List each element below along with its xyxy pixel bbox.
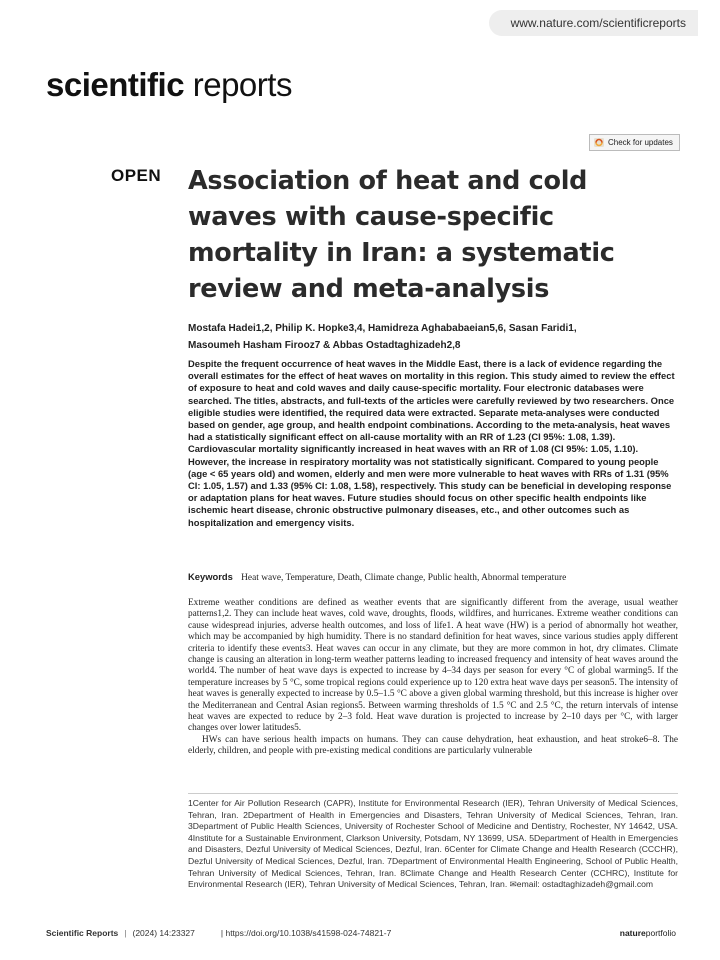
publisher-bold: nature bbox=[619, 928, 646, 938]
footer-journal: Scientific Reports bbox=[46, 928, 119, 938]
introduction bbox=[188, 598, 678, 758]
check-for-updates-button[interactable] bbox=[589, 134, 680, 151]
body-paragraph-1: Extreme weather conditions are defined as weather events that are significantly different from the average, usual weather patterns1,2. They can include heat waves, cold wave, droughts, floods, wildfires, and hurricanes. Extreme weather conditions can cause widespread injuries, adverse health outcomes, and loss of life1. A heat wave (HW) is a period of abnormally hot weather, which may be accompanied by high humidity. There is no standard definition for heat waves, since various studies apply different criteria to identify these events3. Heat waves can occur in any climate, but they are more common in hot, dry climates. Climate change is causing an alteration in long-term weather patterns leading to increased frequency and intensity of heat waves around the world4. The number of heat wave days is expected to increase by 4–34 days per season for every °C of global warming5. If the temperature increases by 5 °C, some tropical regions could experience up to 120 extra heat wave days per season5. The intensity of heat waves is generally expected to increase by 0.5–1.5 °C above a given global warming threshold, but this increase is higher over the Mediterranean and Central Asian regions5. Between warming thresholds of 1.5 °C and 2.5 °C, the return intervals of intense heat waves are expected to reduce by 2–3 fold. Heat wave duration is projected to increase by 2–10 days per °C, with larger changes over lower latitudes5. bbox=[188, 598, 678, 734]
affiliations: 1Center for Air Pollution Research (CAPR), Institute for Environmental Research (IER), Tehran University of Medical Sciences, Tehran, Iran. 2Department of Health in Emergencies and Disasters, Tehran University of Medical Sciences, Tehran, Iran. 3Department of Public Health Sciences, University of Rochester School of Medicine and Dentistry, Rochester, NY 14642, USA. 4Institute for a Sustainable Environment, Clarkson University, Potsdam, NY 13699, USA. 5Department of Health in Emergencies and Disasters, Dezful University of Medical Sciences, Dezful, Iran. 6Center for Climate Change and Health Research (CCCHR), Dezful University of Medical Sciences, Dezful, Iran. 7Department of Environmental Health Engineering, School of Public Health, Tehran University of Medical Sciences, Tehran, Iran. 8Climate Change and Health Research Center (CCHRC), Institute for Environmental Research (IER), Tehran University of Medical Sciences, Tehran, Iran. ✉email: ostadtaghizadeh@gmail.com bbox=[188, 798, 678, 890]
author-list bbox=[188, 320, 678, 354]
authors-line-2: Masoumeh Hasham Firooz7 & Abbas Ostadtaghizadeh2,8 bbox=[188, 340, 461, 351]
logo-bold-text: scientific bbox=[46, 66, 185, 103]
footer-separator: | bbox=[124, 928, 127, 938]
check-updates-icon bbox=[594, 138, 604, 147]
open-access-label: OPEN bbox=[111, 166, 162, 185]
page-footer bbox=[46, 928, 676, 938]
affiliation-divider bbox=[188, 793, 678, 794]
url-bar[interactable] bbox=[489, 10, 698, 36]
publisher-logo bbox=[620, 928, 676, 938]
check-updates-label: Check for updates bbox=[608, 138, 673, 147]
keywords bbox=[188, 571, 678, 583]
journal-url[interactable]: www.nature.com/scientificreports bbox=[510, 16, 686, 30]
publisher-light: portfolio bbox=[645, 928, 676, 938]
article-title: Association of heat and cold waves with cause-specific mortality in Iran: a systematic review and meta-analysis bbox=[188, 166, 615, 304]
journal-logo bbox=[46, 66, 292, 104]
logo-regular-text: reports bbox=[192, 66, 292, 103]
body-paragraph-2: HWs can have serious health impacts on humans. They can cause dehydration, heat exhaustion, and heat stroke6–8. The elderly, children, and people with pre-existing medical conditions are particularly vulnerable bbox=[188, 734, 678, 757]
footer-citation: (2024) 14:23327 bbox=[132, 928, 195, 938]
abstract: Despite the frequent occurrence of heat waves in the Middle East, there is a lack of evidence regarding the overall estimates for the effect of heat waves on mortality in this region. This study aimed to review the effect of exposure to heat and cold waves and daily cause-specific mortality. Four electronic databases were searched. The titles, abstracts, and full-texts of the articles were carefully reviewed by two researchers. Once eligible studies were identified, the required data were extracted. Separate meta-analyses were conducted based on gender, age group, and health endpoint combinations. According to the meta-analysis, heat waves had a statistically significant effect on all-cause mortality with an RR of 1.23 (CI 95%: 1.08, 1.39). Cardiovascular mortality significantly increased in heat waves with an RR of 1.08 (CI 95%: 1.05, 1.10). However, the increase in respiratory mortality was not statistically significant. Compared to young people (age < 65 years old) and women, elderly and men were more vulnerable to heat waves with RRs of 1.31 (95% CI: 1.05, 1.57) and 1.33 (95% CI: 1.08, 1.58), respectively. This study can be beneficial in developing response or adaptation plans for heat waves. Future studies should focus on other specific health endpoints like ischemic heart disease, chronic obstructive pulmonary diseases, etc., and other outcomes such as hospitalization and emergency visits. bbox=[188, 358, 675, 528]
keywords-list: Heat wave, Temperature, Death, Climate change, Public health, Abnormal temperature bbox=[241, 573, 567, 583]
footer-doi-link[interactable]: | https://doi.org/10.1038/s41598-024-74821-7 bbox=[220, 928, 392, 938]
authors-line-1: Mostafa Hadei1,2, Philip K. Hopke3,4, Hamidreza Aghababaeian5,6, Sasan Faridi1, bbox=[188, 323, 577, 334]
keywords-label: Keywords bbox=[188, 571, 233, 582]
